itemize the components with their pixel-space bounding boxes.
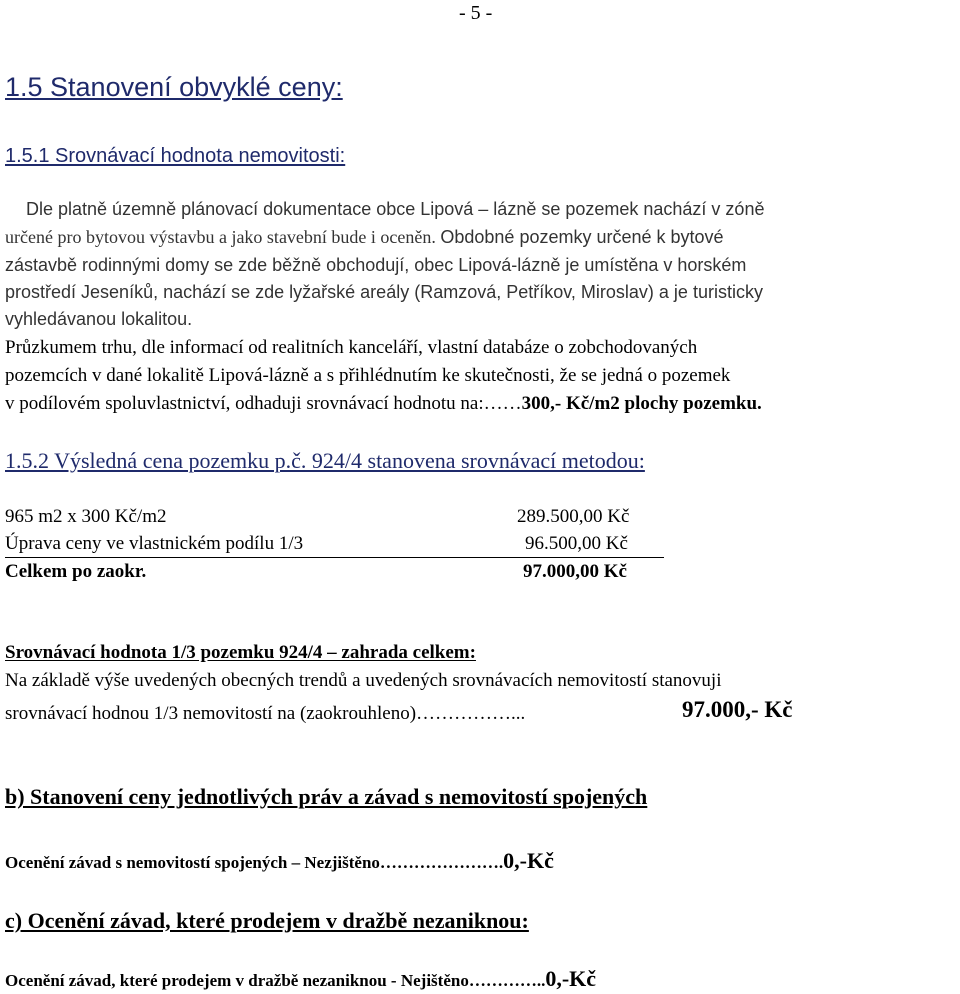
section-c-text: Ocenění závad, které prodejem v dražbě nezaniknou - Nejištěno…………..	[5, 971, 546, 990]
section-b-line	[5, 848, 554, 874]
calc-label-2: Úprava ceny ve vlastnickém podílu 1/3	[5, 533, 304, 554]
calc-label-1: 965 m2 x 300 Kč/m2	[5, 506, 167, 527]
para2-line-1: Průzkumem trhu, dle informací od realitních kanceláří, vlastní databáze o zobchodovaných	[5, 337, 698, 358]
page-number: - 5 -	[459, 2, 493, 24]
section-b-heading: b) Stanovení ceny jednotlivých práv a závad s nemovitostí spojených	[5, 784, 648, 809]
calc-value-1: 289.500,00 Kč	[517, 506, 630, 527]
calc-value-3: 97.000,00 Kč	[523, 561, 627, 582]
summary-value: 97.000,- Kč	[682, 697, 793, 722]
para2-line-3	[5, 393, 762, 415]
para2-line-3-plain: v podílovém spoluvlastnictví, odhaduji srovnávací hodnotu na:……	[5, 393, 522, 414]
heading-1-5-1: 1.5.1 Srovnávací hodnota nemovitosti:	[5, 145, 346, 167]
para1-line-2-b: Obdobné pozemky určené k bytové	[440, 227, 724, 247]
summary-line-1: Na základě výše uvedených obecných trendů a uvedených srovnávacích nemovitostí stanovuji	[5, 670, 722, 691]
calc-row-2	[5, 533, 664, 558]
para1-line-2-a: určené pro bytovou výstavbu a jako stavební bude i oceněn.	[5, 227, 441, 247]
para2-line-2: pozemcích v dané lokalitě Lipová-lázně a s přihlédnutím ke skutečnosti, že se jedná o pozemek	[5, 365, 731, 386]
summary-heading: Srovnávací hodnota 1/3 pozemku 924/4 – zahrada celkem:	[5, 642, 476, 663]
calc-label-3: Celkem po zaokr.	[5, 561, 147, 582]
para1-line-3: zástavbě rodinnými domy se zde běžně obchodují, obec Lipová-lázně je umístěna v horském	[5, 255, 747, 275]
para1-line-2	[5, 227, 724, 248]
section-c-heading: c) Ocenění závad, které prodejem v dražbě nezaniknou:	[5, 908, 529, 933]
section-b-text: Ocenění závad s nemovitostí spojených – Nezjištěno………………….	[5, 853, 504, 872]
summary-line-2: srovnávací hodnou 1/3 nemovitostí na (zaokrouhleno)……………...	[5, 703, 526, 724]
heading-1-5-2: 1.5.2 Výsledná cena pozemku p.č. 924/4 stanovena srovnávací metodou:	[5, 448, 645, 473]
para2-line-3-bold: 300,- Kč/m2 plochy pozemku.	[521, 393, 762, 414]
para1-line-4: prostředí Jeseníků, nachází se zde lyžařské areály (Ramzová, Petříkov, Miroslav) a je turisticky	[5, 282, 763, 302]
para1-line-1: Dle platně územně plánovací dokumentace obce Lipová – lázně se pozemek nachází v zóně	[26, 199, 765, 219]
section-c-line	[5, 966, 596, 992]
para1-line-5: vyhledávanou lokalitou.	[5, 309, 193, 329]
section-b-value: 0,-Kč	[503, 848, 554, 873]
heading-1-5: 1.5 Stanovení obvyklé ceny:	[5, 72, 343, 102]
section-c-value: 0,-Kč	[545, 966, 597, 991]
calc-value-2: 96.500,00 Kč	[525, 533, 628, 554]
